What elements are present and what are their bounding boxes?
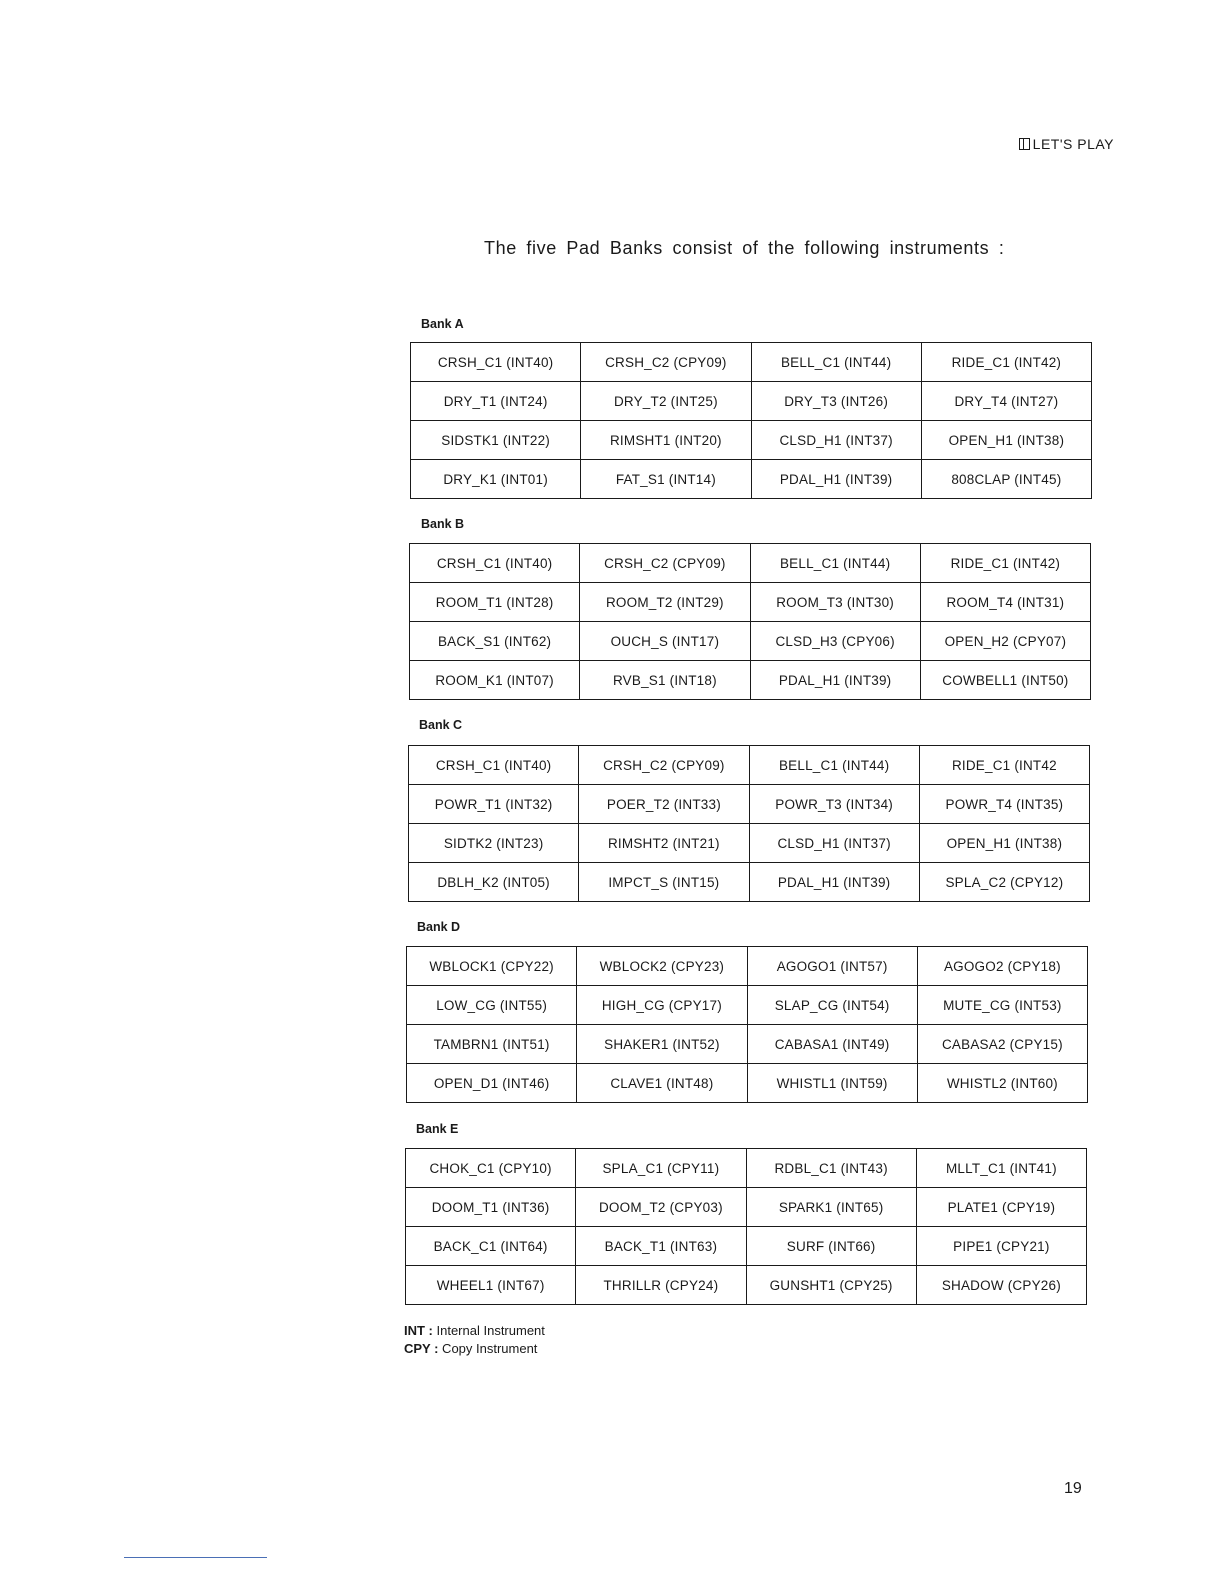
instrument-cell: BACK_S1 (INT62) [410, 622, 580, 661]
bank-a-table [410, 342, 1092, 499]
intro-text: The five Pad Banks consist of the following instruments : [484, 238, 1005, 258]
instrument-cell: WHISTL2 (INT60) [917, 1064, 1087, 1103]
table-row [406, 1188, 1087, 1227]
instrument-cell: SPARK1 (INT65) [746, 1188, 916, 1227]
table-row [406, 1266, 1087, 1305]
legend-cpy [404, 1340, 545, 1358]
table-row [409, 824, 1090, 863]
table-row [410, 622, 1091, 661]
instrument-cell: DOOM_T2 (CPY03) [576, 1188, 746, 1227]
bank-b-label: Bank B [421, 517, 465, 531]
instrument-cell: SPLA_C2 (CPY12) [919, 863, 1089, 902]
table-row [411, 343, 1092, 382]
instrument-cell: BELL_C1 (INT44) [751, 343, 921, 382]
instrument-cell: COWBELL1 (INT50) [920, 661, 1090, 700]
instrument-cell: 808CLAP (INT45) [921, 460, 1091, 499]
bank-c-label: Bank C [419, 718, 463, 732]
instrument-cell: RIDE_C1 (INT42) [921, 343, 1091, 382]
legend-cpy-text: Copy Instrument [438, 1341, 538, 1356]
table-row [411, 382, 1092, 421]
instrument-cell: LOW_CG (INT55) [407, 986, 577, 1025]
table-row [409, 746, 1090, 785]
instrument-cell: HIGH_CG (CPY17) [577, 986, 747, 1025]
instrument-cell: CRSH_C2 (CPY09) [581, 343, 751, 382]
table-row [410, 544, 1091, 583]
instrument-cell: POER_T2 (INT33) [579, 785, 749, 824]
instrument-cell: DRY_T1 (INT24) [411, 382, 581, 421]
instrument-cell: AGOGO1 (INT57) [747, 947, 917, 986]
instrument-cell: CRSH_C1 (INT40) [410, 544, 580, 583]
page-number: 19 [1064, 1480, 1082, 1497]
table-row [406, 1149, 1087, 1188]
instrument-cell: DOOM_T1 (INT36) [406, 1188, 576, 1227]
instrument-cell: SHADOW (CPY26) [916, 1266, 1086, 1305]
bank-a-label: Bank A [421, 317, 464, 331]
instrument-cell: IMPCT_S (INT15) [579, 863, 749, 902]
bank-c-table [408, 745, 1090, 902]
instrument-cell: OPEN_H1 (INT38) [919, 824, 1089, 863]
instrument-cell: PDAL_H1 (INT39) [750, 661, 920, 700]
instrument-cell: ROOM_T1 (INT28) [410, 583, 580, 622]
instrument-cell: CABASA2 (CPY15) [917, 1025, 1087, 1064]
section-title: LET'S PLAY [1032, 136, 1114, 152]
bank-d-label: Bank D [417, 920, 461, 934]
bank-e-table [405, 1148, 1087, 1305]
instrument-cell: OPEN_D1 (INT46) [407, 1064, 577, 1103]
instrument-cell: FAT_S1 (INT14) [581, 460, 751, 499]
instrument-cell: BELL_C1 (INT44) [749, 746, 919, 785]
instrument-cell: PLATE1 (CPY19) [916, 1188, 1086, 1227]
instrument-cell: POWR_T1 (INT32) [409, 785, 579, 824]
legend-int-text: Internal Instrument [432, 1323, 545, 1338]
instrument-cell: CRSH_C2 (CPY09) [579, 746, 749, 785]
running-header [1019, 136, 1114, 152]
table-row [409, 863, 1090, 902]
instrument-cell: POWR_T4 (INT35) [919, 785, 1089, 824]
instrument-cell: RIMSHT1 (INT20) [581, 421, 751, 460]
instrument-cell: ROOM_T4 (INT31) [920, 583, 1090, 622]
instrument-cell: SIDSTK1 (INT22) [411, 421, 581, 460]
instrument-cell: PDAL_H1 (INT39) [751, 460, 921, 499]
instrument-cell: CLSD_H1 (INT37) [751, 421, 921, 460]
instrument-cell: PDAL_H1 (INT39) [749, 863, 919, 902]
instrument-cell: TAMBRN1 (INT51) [407, 1025, 577, 1064]
instrument-cell: WBLOCK1 (CPY22) [407, 947, 577, 986]
instrument-cell: RIDE_C1 (INT42) [920, 544, 1090, 583]
table-row [409, 785, 1090, 824]
instrument-cell: WHISTL1 (INT59) [747, 1064, 917, 1103]
instrument-cell: THRILLR (CPY24) [576, 1266, 746, 1305]
instrument-cell: DRY_K1 (INT01) [411, 460, 581, 499]
table-row [407, 1064, 1088, 1103]
instrument-cell: SURF (INT66) [746, 1227, 916, 1266]
footer-rule [124, 1557, 267, 1558]
table-row [407, 947, 1088, 986]
instrument-cell: ROOM_T3 (INT30) [750, 583, 920, 622]
table-row [410, 661, 1091, 700]
table-row [406, 1227, 1087, 1266]
instrument-cell: DRY_T3 (INT26) [751, 382, 921, 421]
instrument-cell: ROOM_K1 (INT07) [410, 661, 580, 700]
legend-cpy-abbr: CPY : [404, 1341, 439, 1356]
instrument-cell: CHOK_C1 (CPY10) [406, 1149, 576, 1188]
table-row [411, 421, 1092, 460]
legend-int [404, 1322, 545, 1340]
instrument-cell: BELL_C1 (INT44) [750, 544, 920, 583]
instrument-cell: SHAKER1 (INT52) [577, 1025, 747, 1064]
instrument-cell: RVB_S1 (INT18) [580, 661, 750, 700]
instrument-cell: CRSH_C1 (INT40) [409, 746, 579, 785]
instrument-cell: POWR_T3 (INT34) [749, 785, 919, 824]
instrument-cell: DRY_T4 (INT27) [921, 382, 1091, 421]
instrument-cell: OUCH_S (INT17) [580, 622, 750, 661]
table-row [407, 1025, 1088, 1064]
instrument-cell: AGOGO2 (CPY18) [917, 947, 1087, 986]
instrument-cell: RDBL_C1 (INT43) [746, 1149, 916, 1188]
instrument-cell: PIPE1 (CPY21) [916, 1227, 1086, 1266]
instrument-cell: RIMSHT2 (INT21) [579, 824, 749, 863]
instrument-cell: WHEEL1 (INT67) [406, 1266, 576, 1305]
instrument-cell: CRSH_C1 (INT40) [411, 343, 581, 382]
instrument-cell: SLAP_CG (INT54) [747, 986, 917, 1025]
table-row [411, 460, 1092, 499]
instrument-cell: DRY_T2 (INT25) [581, 382, 751, 421]
bank-e-label: Bank E [416, 1122, 459, 1136]
instrument-cell: RIDE_C1 (INT42 [919, 746, 1089, 785]
instrument-cell: DBLH_K2 (INT05) [409, 863, 579, 902]
legend-int-abbr: INT : [404, 1323, 433, 1338]
instrument-cell: CLSD_H3 (CPY06) [750, 622, 920, 661]
instrument-cell: GUNSHT1 (CPY25) [746, 1266, 916, 1305]
instrument-cell: OPEN_H1 (INT38) [921, 421, 1091, 460]
instrument-cell: BACK_T1 (INT63) [576, 1227, 746, 1266]
instrument-cell: MLLT_C1 (INT41) [916, 1149, 1086, 1188]
bank-b-table [409, 543, 1091, 700]
instrument-cell: CRSH_C2 (CPY09) [580, 544, 750, 583]
instrument-cell: CLSD_H1 (INT37) [749, 824, 919, 863]
instrument-cell: MUTE_CG (INT53) [917, 986, 1087, 1025]
legend [404, 1322, 545, 1358]
bank-d-table [406, 946, 1088, 1103]
instrument-cell: BACK_C1 (INT64) [406, 1227, 576, 1266]
table-row [410, 583, 1091, 622]
instrument-cell: OPEN_H2 (CPY07) [920, 622, 1090, 661]
instrument-cell: ROOM_T2 (INT29) [580, 583, 750, 622]
instrument-cell: CABASA1 (INT49) [747, 1025, 917, 1064]
instrument-cell: WBLOCK2 (CPY23) [577, 947, 747, 986]
instrument-cell: SPLA_C1 (CPY11) [576, 1149, 746, 1188]
book-icon [1019, 138, 1030, 150]
table-row [407, 986, 1088, 1025]
instrument-cell: CLAVE1 (INT48) [577, 1064, 747, 1103]
instrument-cell: SIDTK2 (INT23) [409, 824, 579, 863]
